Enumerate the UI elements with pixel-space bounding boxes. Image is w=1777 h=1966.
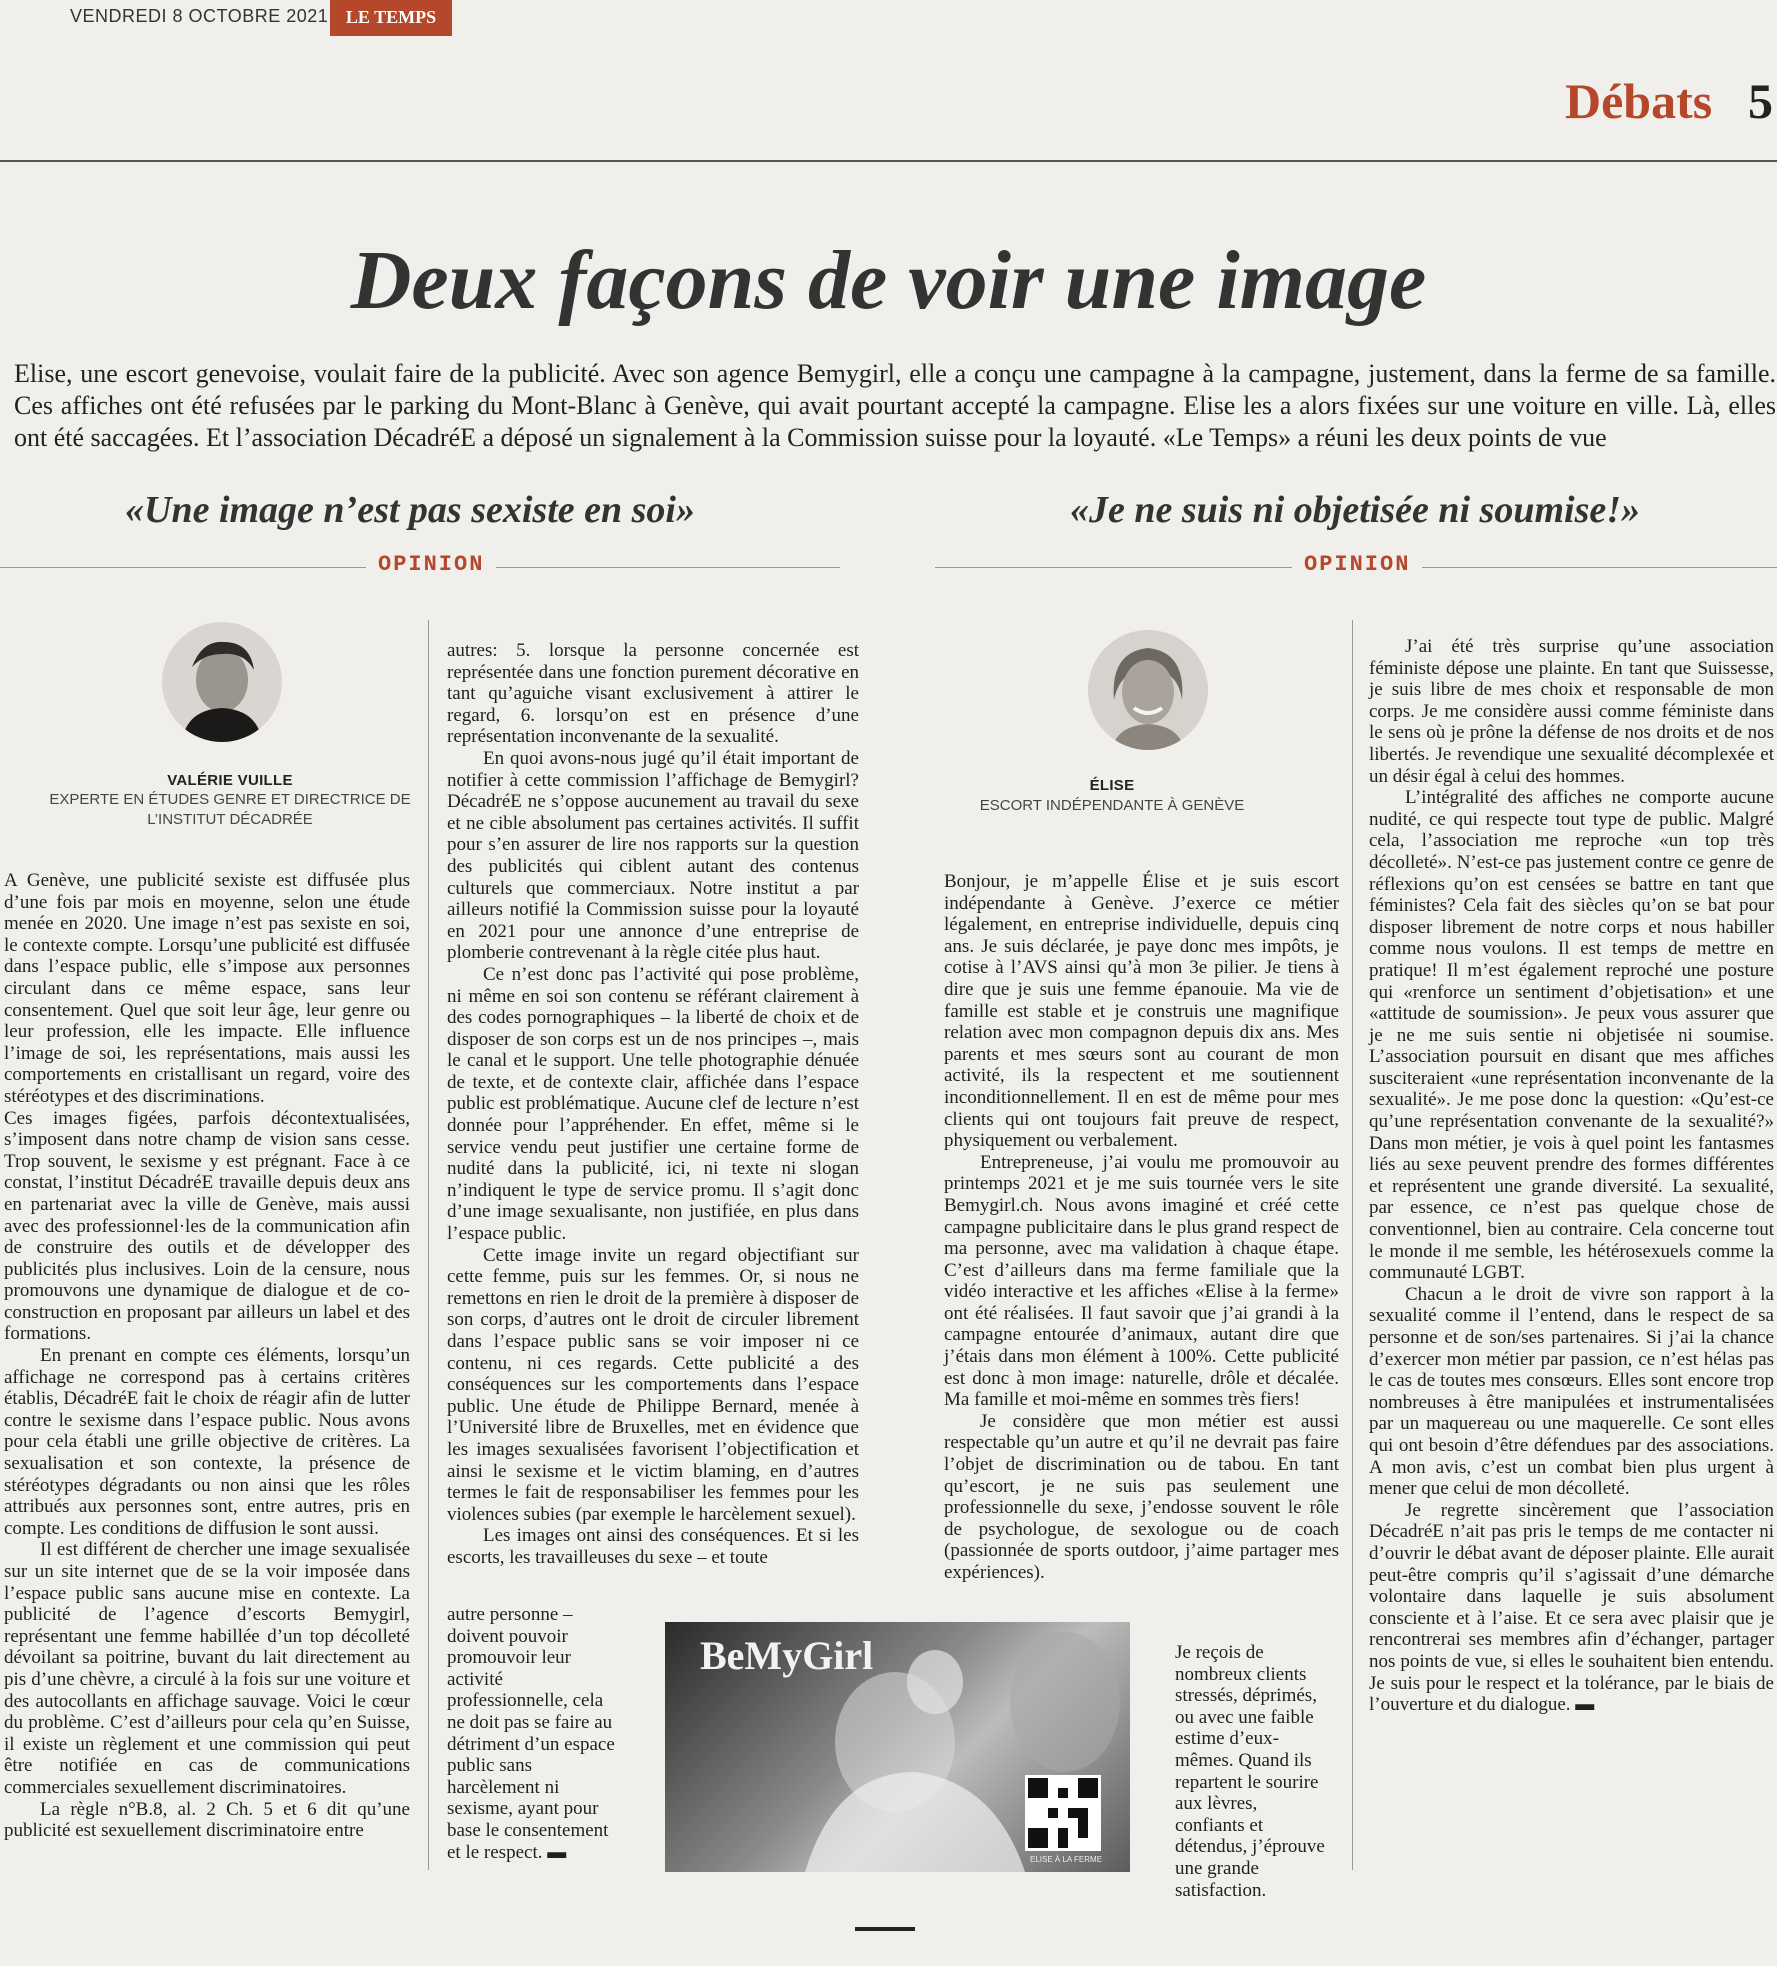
headline: Deux façons de voir une image: [350, 234, 1427, 327]
author-portrait-elise: [1088, 630, 1208, 750]
newspaper-name: LE TEMPS: [330, 0, 452, 36]
paragraph: Il est différent de chercher une image sexualisée sur un site internet que de se la voir imposée dans l’espace public sans aucune mise en contexte. La publicité de l’agence d’escorts Bemygirl, représentant une femme habillée d’un top décolleté dévoilant sa poitrine, buvant du lait directement au pis d’une chèvre, a circulé à la fois sur une voiture et des autocollants en affichage sauvage. Voici le cœur du problème. C’est d’ailleurs pour cela qu’en Suisse, il existe un règlement et une commission qui peut être notifiée en cas de communications commerciales sexuellement discriminatoires.: [4, 1539, 410, 1798]
lead-paragraph: Elise, une escort genevoise, voulait faire de la publicité. Avec son agence Bemygirl, elle a conçu une campagne à la campagne, justement, dans la ferme de sa famille. Ces affiches ont été refusées par le parking du Mont-Blanc à Genève, qui avait pourtant accepté la campagne. Elise les a alors fixées sur une voiture en ville. Là, elles ont été saccagées. Et l’association DécadréE a déposé un signalement à la Commission suisse pour la loyauté. «Le Temps» a réuni les deux points de vue: [14, 359, 1776, 452]
column-rule: [1352, 620, 1353, 1870]
paragraph: L’intégralité des affiches ne comporte aucune nudité, ce qui respecte tout type de public. Malgré cela, l’association me reproche «un top très décolleté». N’est-ce pas justement contre ce genre de réflexions qu’on est censées se battre en tant que féministes? Cela fait des siècles qu’on se bat pour disposer librement de notre corps et nous habiller comme nous voulons. Il est temps de mettre en pratique! Il m’est également reproché une posture qui «renforce un sentiment d’objetisation» et une «attitude de soumission». Je peux vous assurer que je ne me suis sentie ni objetisée ni soumise. L’association poursuit en disant que mes affiches susciteraient «une représentation inconvenante de la sexualité». Je me pose donc la question: «Qu’est-ce qu’une représentation convenante de la sexualité?» Dans mon métier, je vois à quel point les fantasmes liés au sexe peuvent prendre des formes différentes et représentent une grande diversité. La sexualité, par essence, ce n’est pas quelque chose de conventionnel, bien au contraire. Cela concerne tout le monde il me semble, les hétérosexuels comme la communauté LGBT.: [1369, 787, 1774, 1284]
left-article-column-2-end: autre personne – doivent pouvoir promouvoir leur activité professionnelle, cela ne doit pas se faire au détriment d’un espace public sans harcèlement ni sexisme, ayant pour base le consentement et le respect. ▬: [447, 1604, 615, 1863]
folio-date: VENDREDI 8 OCTOBRE 2021: [70, 6, 329, 26]
author-portrait-valerie: [162, 622, 282, 742]
paragraph: Ce n’est donc pas l’activité qui pose problème, ni même en soi son contenu se référant clairement à des codes pornographiques – la liberté de choix et de disposer de son corps est un de nos principes –, mais le canal et le support. Une telle photographie dénuée de texte, et de contexte clair, affichée dans l’espace public est problématique. Aucune clef de lecture n’est donnée pour l’appréhender. En effet, même si le service vendu peut justifier une certaine forme de nudité dans la publicité, ici, ni texte ni slogan n’indiquent le type de service promu. Il s’agit donc d’une image sexualisante, non justifiée, en plus dans l’espace public.: [447, 963, 859, 1245]
paragraph: Chacun a le droit de vivre son rapport à la sexualité comme il l’entend, dans le respect de sa personne et de son/ses partenaires. Si j’ai la chance d’exercer mon métier par passion, ce n’est hélas pas le cas de toutes mes consœurs. Elles sont encore trop nombreuses à être manipulées et instrumentalisées par un maquereau ou une maquerelle. Ce sont elles qui ont besoin d’être défendues par des associations. A mon avis, c’est un combat bien plus urgent à mener que celui de mon décolleté.: [1369, 1283, 1774, 1500]
author-role: ESCORT INDÉPENDANTE À GENÈVE: [979, 797, 1245, 814]
qr-code[interactable]: [1025, 1775, 1101, 1851]
qr-caption: ELISE À LA FERME: [1030, 1855, 1103, 1864]
bemygirl-logo: BeMyGirl: [700, 1633, 874, 1678]
left-article-column-1: [4, 870, 410, 1842]
page-end-mark: [855, 1927, 915, 1931]
paragraph: Entrepreneuse, j’ai voulu me promouvoir au printemps 2021 et je me suis tournée vers le site Bemygirl.ch. Nous avons imaginé et créé cette campagne publicitaire dans le plus grand respect de ma personne, avec ma validation à chaque étape. C’est d’ailleurs dans ma ferme familiale que la vidéo interactive et les affiches «Elise à la ferme» ont été réalisées. Il faut savoir que j’ai grandi à la campagne entourée d’animaux, autant dire que j’étais dans mon élément à 100%. Cette publicité est donc à mon image: naturelle, drôle et décalée. Ma famille et moi-même en sommes très fiers!: [944, 1151, 1339, 1411]
paragraph: La règle n°B.8, al. 2 Ch. 5 et 6 dit qu’une publicité est sexuellement discriminatoire entre: [4, 1798, 410, 1842]
paragraph: Ces images figées, parfois décontextualisées, s’imposent dans notre champ de vision sans cesse. Trop souvent, le sexisme y est prégnant. Face à ce constat, l’institut DécadréE travaille depuis deux ans en partenariat avec la ville de Genève, mais aussi avec des professionnel·les de la communication afin de construire des outils et de développer des publicités plus inclusives. Loin de la censure, nous promouvons une dynamique de dialogue et de co-construction en proposant par ailleurs un label et des formations.: [4, 1107, 410, 1345]
paragraph: En prenant en compte ces éléments, lorsqu’un affichage ne correspond pas à certains critères établis, DécadréE fait le choix de réagir afin de lutter contre le sexisme dans l’espace public. Nous avons pour cela établi une grille objective de critères. La sexualisation et son contexte, la présence de stéréotypes dégradants ou non ainsi que les rôles attribués aux personnes sont, entre autres, pris en compte. Les conditions de diffusion le sont aussi.: [4, 1345, 410, 1539]
left-article-column-2: [447, 640, 859, 1569]
right-article-column-1: [944, 871, 1339, 1584]
author-name: VALÉRIE VUILLE: [167, 772, 293, 789]
author-name: ÉLISE: [1089, 777, 1135, 794]
right-subheadline: «Je ne suis ni objetisée ni soumise!»: [1069, 489, 1641, 531]
left-subheadline: «Une image n’est pas sexiste en soi»: [125, 489, 695, 531]
paragraph: Je considère que mon métier est aussi respectable qu’un autre et qu’il ne devrait pas faire l’objet de discrimination ou de tabou. En tant qu’escort, je ne suis pas seulement une professionnelle du sexe, j’endosse souvent le rôle de psychologue, de sexologue ou de coach (passionnée de sports outdoor, j’aime partager mes expériences).: [944, 1410, 1339, 1583]
header-rule: [0, 160, 1777, 162]
paragraph: Les images ont ainsi des conséquences. Et si les escorts, les travailleuses du sexe – et toute: [447, 1525, 859, 1568]
left-opinion-label: OPINION: [366, 552, 496, 577]
paragraph: En quoi avons-nous jugé qu’il était important de notifier à cette commission l’affichage de Bemygirl? DécadréE ne s’oppose aucunement au travail du sexe et ne cible absolument pas certaines activités. Il suffit pour s’en assurer de lire nos rapports sur la question des publicités qui ciblent autant des contenus culturels que commerciaux. Notre institut a par ailleurs notifié la Commission suisse pour la loyauté en 2021 pour une annonce d’une entreprise de plomberie contrevenant à la règle citée plus haut.: [447, 747, 859, 964]
paragraph: J’ai été très surprise qu’une association féministe dépose une plainte. En tant que Suissesse, je suis libre de mes choix et responsable de mon corps. Je me considère aussi comme féministe dans le sens où je prône la défense de nos droits et de nos libertés. Je revendique une sexualité décomplexée et un désir égal à celui des hommes.: [1369, 636, 1774, 787]
paragraph: Je regrette sincèrement que l’association DécadréE n’ait pas pris le temps de me contacter ni d’ouvrir le débat avant de déposer plainte. Elle aurait peut-être compris qu’il s’agissait d’une démarche volontaire dans laquelle je suis absolument consciente et à l’aise. Et ce sera avec plaisir que je rencontrerai ses membres afin d’échanger, partager nos points de vue, si elles le souhaitent bien entendu. Je suis pour le respect et la tolérance, par le biais de l’ouverture et du dialogue. ▬: [1369, 1499, 1774, 1716]
author-role: EXPERTE EN ÉTUDES GENRE ET DIRECTRICE DE L’INSTITUT DÉCADRÉE: [49, 791, 411, 828]
paragraph: Cette image invite un regard objectifiant sur cette femme, puis sur les femmes. Or, si nous ne remettons en rien le droit de la première à disposer de son corps, d’autres ont le droit de circuler librement dans l’espace public sans se voir imposer ni ce contenu, ni ces regards. Cette publicité a des conséquences sur les comportements dans l’espace public. Une étude de Philippe Bernard, menée à l’Université libre de Bruxelles, met en évidence que les images sexualisées favorisent l’objectification et ainsi le sexisme et le victim blaming, en d’autres termes le fait de responsabiliser les femmes pour les violences subies (par exemple le harcèlement sexuel).: [447, 1244, 859, 1525]
paragraph: autres: 5. lorsque la personne concernée est représentée dans une fonction purement décorative en tant qu’aguiche visant exclusivement à attirer le regard, 6. lorsqu’on est en présence d’une représentation inconvenante de la sexualité.: [447, 640, 859, 748]
right-opinion-label: OPINION: [1292, 552, 1422, 577]
column-rule: [428, 620, 429, 1870]
page-number: 5: [1748, 73, 1773, 129]
paragraph: A Genève, une publicité sexiste est diffusée plus d’une fois par mois en moyenne, selon une étude menée en 2020. Une image n’est pas sexiste en soi, le contexte compte. Lorsqu’une publicité est diffusée dans l’espace public, elle s’impose aux personnes circulant dans ce même espace, sans leur consentement. Quel que soit leur âge, leur genre ou leur profession, elle les impacte. Elle influence l’image de soi, les représentations, mais aussi les comportements en cristallisant un regard, voire des stéréotypes et des discriminations.: [4, 870, 410, 1107]
section-name: Débats: [1565, 73, 1713, 129]
right-article-column-1-end: Je reçois de nombreux clients stressés, déprimés, ou avec une faible estime d’eux-mêmes. Quand ils repartent le sourire aux lèvres, confiants et détendus, j’éprouve une grande satisfaction.: [1175, 1642, 1325, 1901]
right-article-column-2: [1369, 636, 1774, 1716]
paragraph: Bonjour, je m’appelle Élise et je suis escort indépendante à Genève. J’exerce ce métier légalement, en entreprise individuelle, depuis cinq ans. Je suis déclarée, je paye donc mes impôts, je cotise à l’AVS ainsi qu’à mon 3e pilier. Je tiens à dire que je suis une femme épanouie. Ma vie de famille est stable et je construis une magnifique relation avec mon compagnon depuis dix ans. Mes parents et mes sœurs sont au courant de mon activité, ils la respectent et me soutiennent inconditionnellement. Il en est de même pour mes clients qui ont toujours fait preuve de respect, physiquement ou verbalement.: [944, 871, 1339, 1152]
